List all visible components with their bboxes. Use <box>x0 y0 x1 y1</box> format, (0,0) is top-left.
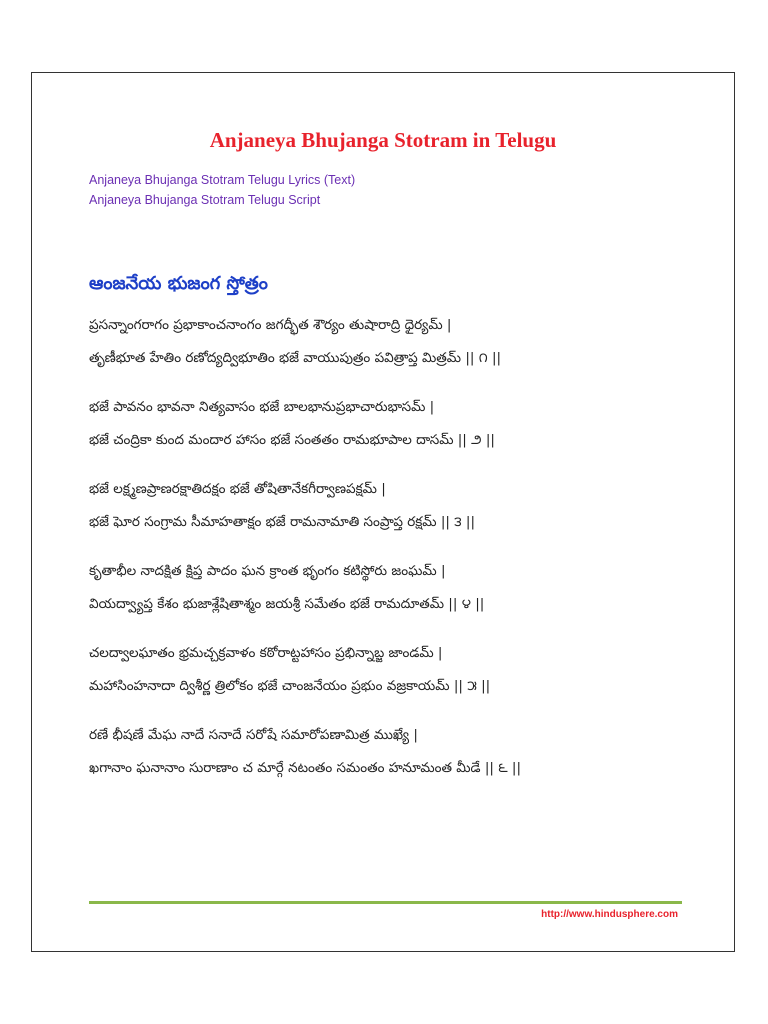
verse-line: కృతాభీల నాదక్షిత క్షిప్త పాదం ఘన క్రాంత భృంగం కటిస్థోరు జంఘమ్ | <box>89 563 446 579</box>
verse-line: భజే ఘోర సంగ్రామ సీమాహతాక్షం భజే రామనామాతి సంప్రాప్త రక్షమ్ || ౩ || <box>89 514 476 530</box>
verse-line: వియద్వ్యాప్త కేశం భుజాశ్లేషితాశ్మం జయశ్రీ సమేతం భజే రామదూతమ్ || ౪ || <box>89 596 485 612</box>
verse-3 <box>89 478 709 534</box>
link-list <box>89 170 355 210</box>
verse-1 <box>89 314 709 370</box>
verse-6 <box>89 724 709 780</box>
footer-url-link[interactable]: http://www.hindusphere.com <box>541 909 678 920</box>
verse-line: భజే పావనం భావనా నిత్యవాసం భజే బాలభానుప్రభాచారుభాసమ్ | <box>89 399 435 415</box>
page-title: Anjaneya Bhujanga Stotram in Telugu <box>209 128 557 152</box>
verse-line: భజే లక్ష్మణప్రాణరక్షాతిదక్షం భజే తోషితానేకగీర్వాణపక్షమ్ | <box>89 481 386 497</box>
verse-line: ప్రసన్నాంగరాగం ప్రభాకాంచనాంగం జగద్భీత శౌర్యం తుషారాద్రి ధైర్యమ్ | <box>89 317 452 333</box>
document-page <box>31 72 735 952</box>
verse-line: ఖగానాం ఘనానాం సురాణాం చ మార్గే నటంతం సమంతం హనూమంత మీడే || ౬ || <box>89 760 522 776</box>
verse-4 <box>89 560 709 616</box>
verse-5 <box>89 642 709 698</box>
verse-line: భజే చంద్రికా కుంద మందార హాసం భజే సంతతం రామభూపాల దాసమ్ || ౨ || <box>89 432 495 448</box>
verse-2 <box>89 396 709 452</box>
lyrics-text-link[interactable]: Anjaneya Bhujanga Stotram Telugu Lyrics (Text) <box>89 173 356 187</box>
verse-line: రణే భీషణే మేఘ నాదే సనాదే సరోషే సమారోపణామిత్ర ముఖ్యే | <box>89 727 418 743</box>
footer-divider <box>89 901 682 904</box>
telugu-script-link[interactable]: Anjaneya Bhujanga Stotram Telugu Script <box>89 193 321 207</box>
verse-line: మహాసింహనాదా ద్విశీర్ణ త్రిలోకం భజే చాంజనేయం ప్రభుం వజ్రకాయమ్ || ౫ || <box>89 678 491 694</box>
stotram-heading: ఆంజనేయ భుజంగ స్తోత్రం <box>89 273 268 294</box>
verse-line: చలద్వాలఘాతం భ్రమచ్చక్రవాళం కఠోరాట్టహాసం ప్రభిన్నాబ్జ జాండమ్ | <box>89 645 443 661</box>
verse-list <box>89 314 709 806</box>
verse-line: తృణీభూత హేతిం రణోద్యద్విభూతిం భజే వాయుపుత్రం పవిత్రాప్త మిత్రమ్ || ౧ || <box>89 350 502 366</box>
